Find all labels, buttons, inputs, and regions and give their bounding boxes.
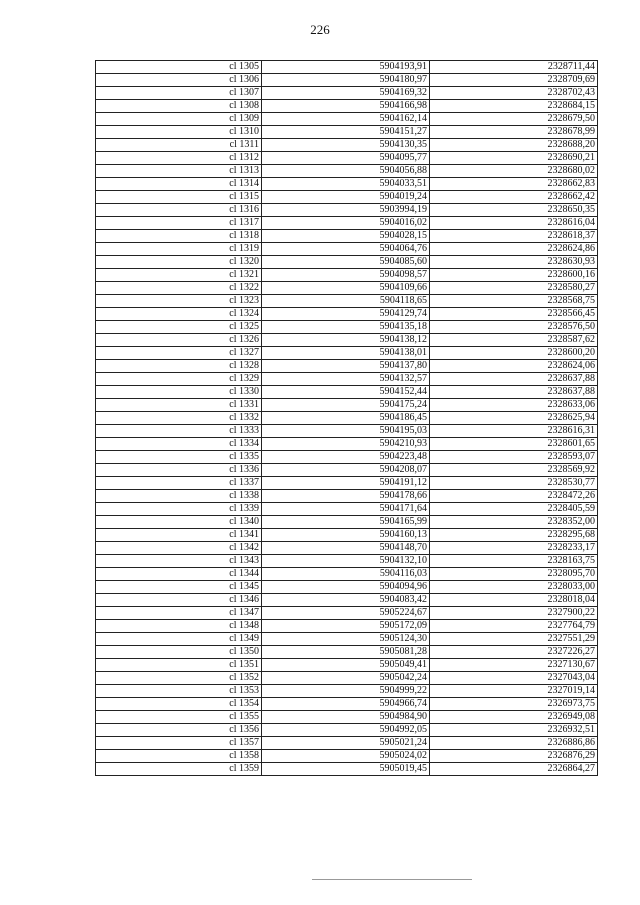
point-id-cell: cl 1336 <box>96 464 262 477</box>
y-coordinate-cell: 2326886,86 <box>430 737 598 750</box>
point-id-cell: cl 1309 <box>96 113 262 126</box>
x-coordinate-cell: 5903994,19 <box>262 204 430 217</box>
point-id-cell: cl 1324 <box>96 308 262 321</box>
table-row <box>96 698 598 711</box>
point-id-cell: cl 1317 <box>96 217 262 230</box>
x-coordinate-cell: 5904129,74 <box>262 308 430 321</box>
point-id-cell: cl 1346 <box>96 594 262 607</box>
y-coordinate-cell: 2328624,86 <box>430 243 598 256</box>
point-id-cell: cl 1330 <box>96 386 262 399</box>
point-id-cell: cl 1306 <box>96 74 262 87</box>
point-id-cell: cl 1357 <box>96 737 262 750</box>
x-coordinate-cell: 5904210,93 <box>262 438 430 451</box>
y-coordinate-cell: 2328633,06 <box>430 399 598 412</box>
x-coordinate-cell: 5904223,48 <box>262 451 430 464</box>
x-coordinate-cell: 5904175,24 <box>262 399 430 412</box>
table-row <box>96 529 598 542</box>
table-row <box>96 412 598 425</box>
point-id-cell: cl 1339 <box>96 503 262 516</box>
x-coordinate-cell: 5904083,42 <box>262 594 430 607</box>
table-row <box>96 113 598 126</box>
y-coordinate-cell: 2326973,75 <box>430 698 598 711</box>
y-coordinate-cell: 2326932,51 <box>430 724 598 737</box>
x-coordinate-cell: 5904138,01 <box>262 347 430 360</box>
y-coordinate-cell: 2326876,29 <box>430 750 598 763</box>
point-id-cell: cl 1311 <box>96 139 262 152</box>
y-coordinate-cell: 2328600,20 <box>430 347 598 360</box>
table-row <box>96 620 598 633</box>
table-row <box>96 347 598 360</box>
x-coordinate-cell: 5904152,44 <box>262 386 430 399</box>
y-coordinate-cell: 2328587,62 <box>430 334 598 347</box>
x-coordinate-cell: 5904109,66 <box>262 282 430 295</box>
table-row <box>96 607 598 620</box>
x-coordinate-cell: 5904193,91 <box>262 61 430 74</box>
y-coordinate-cell: 2328637,88 <box>430 373 598 386</box>
table-row <box>96 243 598 256</box>
x-coordinate-cell: 5904195,03 <box>262 425 430 438</box>
table-row <box>96 659 598 672</box>
point-id-cell: cl 1318 <box>96 230 262 243</box>
point-id-cell: cl 1314 <box>96 178 262 191</box>
y-coordinate-cell: 2328662,42 <box>430 191 598 204</box>
y-coordinate-cell: 2328637,88 <box>430 386 598 399</box>
y-coordinate-cell: 2327226,27 <box>430 646 598 659</box>
point-id-cell: cl 1343 <box>96 555 262 568</box>
x-coordinate-cell: 5904132,57 <box>262 373 430 386</box>
table-row <box>96 386 598 399</box>
point-id-cell: cl 1322 <box>96 282 262 295</box>
y-coordinate-cell: 2328295,68 <box>430 529 598 542</box>
point-id-cell: cl 1338 <box>96 490 262 503</box>
y-coordinate-cell: 2328600,16 <box>430 269 598 282</box>
point-id-cell: cl 1308 <box>96 100 262 113</box>
x-coordinate-cell: 5905081,28 <box>262 646 430 659</box>
y-coordinate-cell: 2328650,35 <box>430 204 598 217</box>
y-coordinate-cell: 2328593,07 <box>430 451 598 464</box>
y-coordinate-cell: 2328095,70 <box>430 568 598 581</box>
y-coordinate-cell: 2328569,92 <box>430 464 598 477</box>
point-id-cell: cl 1310 <box>96 126 262 139</box>
point-id-cell: cl 1351 <box>96 659 262 672</box>
table-row <box>96 74 598 87</box>
point-id-cell: cl 1329 <box>96 373 262 386</box>
x-coordinate-cell: 5905042,24 <box>262 672 430 685</box>
point-id-cell: cl 1342 <box>96 542 262 555</box>
x-coordinate-cell: 5905049,41 <box>262 659 430 672</box>
x-coordinate-cell: 5904148,70 <box>262 542 430 555</box>
point-id-cell: cl 1345 <box>96 581 262 594</box>
x-coordinate-cell: 5904171,64 <box>262 503 430 516</box>
x-coordinate-cell: 5905024,02 <box>262 750 430 763</box>
y-coordinate-cell: 2326864,27 <box>430 763 598 776</box>
y-coordinate-cell: 2328624,06 <box>430 360 598 373</box>
point-id-cell: cl 1356 <box>96 724 262 737</box>
point-id-cell: cl 1337 <box>96 477 262 490</box>
table-row <box>96 451 598 464</box>
x-coordinate-cell: 5905124,30 <box>262 633 430 646</box>
point-id-cell: cl 1334 <box>96 438 262 451</box>
y-coordinate-cell: 2328630,93 <box>430 256 598 269</box>
table-row <box>96 152 598 165</box>
point-id-cell: cl 1321 <box>96 269 262 282</box>
table-row <box>96 139 598 152</box>
table-row <box>96 269 598 282</box>
table-row <box>96 282 598 295</box>
point-id-cell: cl 1316 <box>96 204 262 217</box>
point-id-cell: cl 1320 <box>96 256 262 269</box>
point-id-cell: cl 1327 <box>96 347 262 360</box>
x-coordinate-cell: 5905019,45 <box>262 763 430 776</box>
y-coordinate-cell: 2326949,08 <box>430 711 598 724</box>
x-coordinate-cell: 5904138,12 <box>262 334 430 347</box>
x-coordinate-cell: 5905224,67 <box>262 607 430 620</box>
x-coordinate-cell: 5904999,22 <box>262 685 430 698</box>
y-coordinate-cell: 2327551,29 <box>430 633 598 646</box>
x-coordinate-cell: 5904162,14 <box>262 113 430 126</box>
point-id-cell: cl 1344 <box>96 568 262 581</box>
point-id-cell: cl 1313 <box>96 165 262 178</box>
x-coordinate-cell: 5904116,03 <box>262 568 430 581</box>
page-number: 226 <box>310 22 330 37</box>
y-coordinate-cell: 2328709,69 <box>430 74 598 87</box>
table-row <box>96 321 598 334</box>
x-coordinate-cell: 5904019,24 <box>262 191 430 204</box>
y-coordinate-cell: 2328616,04 <box>430 217 598 230</box>
point-id-cell: cl 1328 <box>96 360 262 373</box>
table-row <box>96 425 598 438</box>
point-id-cell: cl 1350 <box>96 646 262 659</box>
coordinates-table <box>95 60 598 776</box>
point-id-cell: cl 1340 <box>96 516 262 529</box>
point-id-cell: cl 1305 <box>96 61 262 74</box>
table-row <box>96 295 598 308</box>
y-coordinate-cell: 2328711,44 <box>430 61 598 74</box>
table-row <box>96 399 598 412</box>
point-id-cell: cl 1333 <box>96 425 262 438</box>
table-row <box>96 165 598 178</box>
y-coordinate-cell: 2327043,04 <box>430 672 598 685</box>
x-coordinate-cell: 5904118,65 <box>262 295 430 308</box>
x-coordinate-cell: 5904191,12 <box>262 477 430 490</box>
x-coordinate-cell: 5904966,74 <box>262 698 430 711</box>
table-row <box>96 360 598 373</box>
table-row <box>96 555 598 568</box>
y-coordinate-cell: 2327900,22 <box>430 607 598 620</box>
point-id-cell: cl 1331 <box>96 399 262 412</box>
table-row <box>96 685 598 698</box>
y-coordinate-cell: 2328616,31 <box>430 425 598 438</box>
point-id-cell: cl 1315 <box>96 191 262 204</box>
x-coordinate-cell: 5904016,02 <box>262 217 430 230</box>
bottom-rule <box>312 879 472 880</box>
x-coordinate-cell: 5904130,35 <box>262 139 430 152</box>
x-coordinate-cell: 5904094,96 <box>262 581 430 594</box>
table-row <box>96 672 598 685</box>
table-row <box>96 438 598 451</box>
point-id-cell: cl 1341 <box>96 529 262 542</box>
point-id-cell: cl 1348 <box>96 620 262 633</box>
table-row <box>96 334 598 347</box>
table-row <box>96 464 598 477</box>
table-row <box>96 256 598 269</box>
table-row <box>96 230 598 243</box>
table-row <box>96 646 598 659</box>
table-row <box>96 594 598 607</box>
x-coordinate-cell: 5904132,10 <box>262 555 430 568</box>
table-row <box>96 711 598 724</box>
table-row <box>96 373 598 386</box>
y-coordinate-cell: 2328679,50 <box>430 113 598 126</box>
point-id-cell: cl 1335 <box>96 451 262 464</box>
x-coordinate-cell: 5904137,80 <box>262 360 430 373</box>
table-row <box>96 87 598 100</box>
x-coordinate-cell: 5904135,18 <box>262 321 430 334</box>
y-coordinate-cell: 2328690,21 <box>430 152 598 165</box>
table-row <box>96 217 598 230</box>
coordinates-table-body <box>96 61 598 776</box>
y-coordinate-cell: 2328625,94 <box>430 412 598 425</box>
y-coordinate-cell: 2327019,14 <box>430 685 598 698</box>
point-id-cell: cl 1358 <box>96 750 262 763</box>
y-coordinate-cell: 2328568,75 <box>430 295 598 308</box>
y-coordinate-cell: 2328472,26 <box>430 490 598 503</box>
y-coordinate-cell: 2328163,75 <box>430 555 598 568</box>
x-coordinate-cell: 5904160,13 <box>262 529 430 542</box>
y-coordinate-cell: 2328678,99 <box>430 126 598 139</box>
table-row <box>96 477 598 490</box>
x-coordinate-cell: 5904165,99 <box>262 516 430 529</box>
y-coordinate-cell: 2328352,00 <box>430 516 598 529</box>
table-row <box>96 568 598 581</box>
y-coordinate-cell: 2328662,83 <box>430 178 598 191</box>
table-row <box>96 126 598 139</box>
y-coordinate-cell: 2327764,79 <box>430 620 598 633</box>
point-id-cell: cl 1349 <box>96 633 262 646</box>
table-row <box>96 516 598 529</box>
table-row <box>96 100 598 113</box>
point-id-cell: cl 1319 <box>96 243 262 256</box>
table-row <box>96 724 598 737</box>
y-coordinate-cell: 2328576,50 <box>430 321 598 334</box>
y-coordinate-cell: 2328688,20 <box>430 139 598 152</box>
x-coordinate-cell: 5904186,45 <box>262 412 430 425</box>
x-coordinate-cell: 5904098,57 <box>262 269 430 282</box>
table-row <box>96 503 598 516</box>
point-id-cell: cl 1332 <box>96 412 262 425</box>
x-coordinate-cell: 5904208,07 <box>262 464 430 477</box>
table-row <box>96 542 598 555</box>
x-coordinate-cell: 5904028,15 <box>262 230 430 243</box>
x-coordinate-cell: 5904169,32 <box>262 87 430 100</box>
x-coordinate-cell: 5904180,97 <box>262 74 430 87</box>
table-row <box>96 490 598 503</box>
point-id-cell: cl 1355 <box>96 711 262 724</box>
table-row <box>96 204 598 217</box>
y-coordinate-cell: 2328018,04 <box>430 594 598 607</box>
x-coordinate-cell: 5905172,09 <box>262 620 430 633</box>
x-coordinate-cell: 5904056,88 <box>262 165 430 178</box>
point-id-cell: cl 1325 <box>96 321 262 334</box>
y-coordinate-cell: 2328233,17 <box>430 542 598 555</box>
table-row <box>96 633 598 646</box>
y-coordinate-cell: 2328702,43 <box>430 87 598 100</box>
y-coordinate-cell: 2328530,77 <box>430 477 598 490</box>
x-coordinate-cell: 5904095,77 <box>262 152 430 165</box>
y-coordinate-cell: 2328033,00 <box>430 581 598 594</box>
y-coordinate-cell: 2328618,37 <box>430 230 598 243</box>
table-row <box>96 308 598 321</box>
point-id-cell: cl 1352 <box>96 672 262 685</box>
y-coordinate-cell: 2327130,67 <box>430 659 598 672</box>
table-row <box>96 581 598 594</box>
table-row <box>96 178 598 191</box>
y-coordinate-cell: 2328684,15 <box>430 100 598 113</box>
y-coordinate-cell: 2328680,02 <box>430 165 598 178</box>
x-coordinate-cell: 5904992,05 <box>262 724 430 737</box>
x-coordinate-cell: 5904064,76 <box>262 243 430 256</box>
x-coordinate-cell: 5904033,51 <box>262 178 430 191</box>
table-row <box>96 750 598 763</box>
point-id-cell: cl 1347 <box>96 607 262 620</box>
table-row <box>96 737 598 750</box>
y-coordinate-cell: 2328405,59 <box>430 503 598 516</box>
point-id-cell: cl 1359 <box>96 763 262 776</box>
point-id-cell: cl 1307 <box>96 87 262 100</box>
x-coordinate-cell: 5905021,24 <box>262 737 430 750</box>
y-coordinate-cell: 2328601,65 <box>430 438 598 451</box>
table-row <box>96 763 598 776</box>
x-coordinate-cell: 5904166,98 <box>262 100 430 113</box>
point-id-cell: cl 1312 <box>96 152 262 165</box>
point-id-cell: cl 1354 <box>96 698 262 711</box>
table-row <box>96 191 598 204</box>
table-row <box>96 61 598 74</box>
point-id-cell: cl 1353 <box>96 685 262 698</box>
x-coordinate-cell: 5904151,27 <box>262 126 430 139</box>
y-coordinate-cell: 2328566,45 <box>430 308 598 321</box>
point-id-cell: cl 1326 <box>96 334 262 347</box>
x-coordinate-cell: 5904085,60 <box>262 256 430 269</box>
x-coordinate-cell: 5904984,90 <box>262 711 430 724</box>
x-coordinate-cell: 5904178,66 <box>262 490 430 503</box>
point-id-cell: cl 1323 <box>96 295 262 308</box>
y-coordinate-cell: 2328580,27 <box>430 282 598 295</box>
